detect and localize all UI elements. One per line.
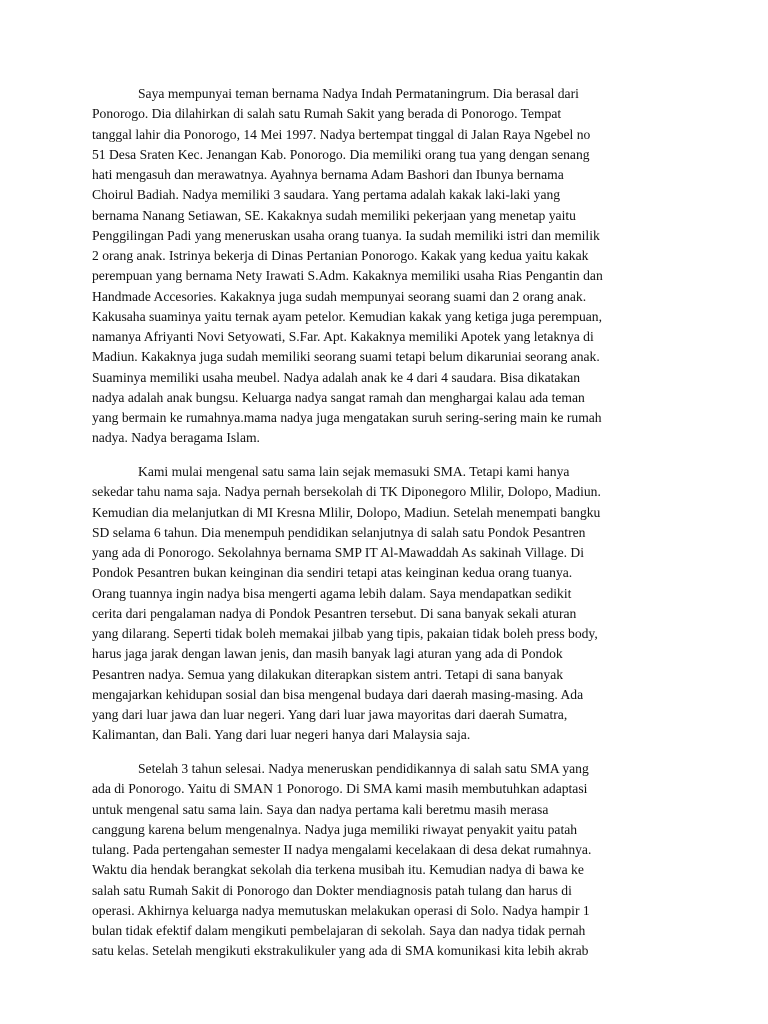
text-line: yang ada di Ponorogo. Sekolahnya bernama SMP IT Al-Mawaddah As sakinah Village. Di (92, 545, 585, 560)
text-line: harus jaga jarak dengan lawan jenis, dan masih banyak lagi aturan yang ada di Pondok (92, 646, 563, 662)
text-line: nadya. Nadya beragama Islam. (92, 430, 260, 446)
text-line: bernama Nanang Setiawan, SE. Kakaknya sudah memiliki pekerjaan yang menetap yaitu (92, 207, 576, 223)
text-line: SD selama 6 tahun. Dia menempuh pendidikan selanjutnya di salah satu Pondok Pesantren (92, 524, 586, 540)
paragraph-1 (92, 84, 678, 449)
text-line: Handmade Accesories. Kakaknya juga sudah mempunyai seorang suami dan 2 orang anak. (92, 288, 587, 304)
text-line: tanggal lahir dia Ponorogo, 14 Mei 1997. Nadya bertempat tinggal di Jalan Raya Ngebel no (92, 126, 591, 142)
text-line: Kami mulai mengenal satu sama lain sejak memasuki SMA. Tetapi kami hanya (138, 464, 570, 479)
text-line: yang bermain ke rumahnya.mama nadya juga mengatakan suruh sering-sering main ke rumah (92, 410, 602, 425)
text-line: mengajarkan kehidupan sosial dan bisa mengenal budaya dari daerah masing-masing. Ada (92, 686, 584, 702)
text-line: yang dilarang. Seperti tidak boleh memakai jilbab yang tipis, pakaian tidak boleh press body, (92, 626, 598, 641)
text-line: Suaminya memiliki usaha meubel. Nadya adalah anak ke 4 dari 4 saudara. Bisa dikatakan (92, 369, 581, 385)
text-line: 2 orang anak. Istrinya bekerja di Dinas Pertanian Ponorogo. Kakak yang kedua yaitu kakak (92, 248, 589, 263)
text-line: operasi. Akhirnya keluarga nadya memutuskan melakukan operasi di Solo. Nadya hampir 1 (92, 902, 590, 918)
text-line: nadya adalah anak bungsu. Keluarga nadya sangat ramah dan menghargai kalau ada teman (92, 389, 585, 405)
text-line: Saya mempunyai teman bernama Nadya Indah Permataningrum. Dia berasal dari (138, 86, 579, 101)
text-line: salah satu Rumah Sakit di Ponorogo dan Dokter mendiagnosis patah tulang dan harus di (92, 882, 572, 898)
text-line: ada di Ponorogo. Yaitu di SMAN 1 Ponorogo. Di SMA kami masih membutuhkan adaptasi (92, 781, 588, 797)
text-line: 51 Desa Sraten Kec. Jenangan Kab. Ponorogo. Dia memiliki orang tua yang dengan senang (92, 146, 590, 162)
text-line: Kemudian dia melanjutkan di MI Kresna Mlilir, Dolopo, Madiun. Setelah menempati bangku (92, 504, 601, 520)
text-line: canggung karena belum mengenalnya. Nadya juga memiliki riwayat penyakit yaitu patah (92, 821, 578, 837)
text-line: tulang. Pada pertengahan semester II nadya mengalami kecelakaan di desa dekat rumahnya. (92, 842, 592, 857)
text-line: Orang tuannya ingin nadya bisa mengerti agama lebih dalam. Saya mendapatkan sedikit (92, 585, 572, 601)
text-line: satu kelas. Setelah mengikuti ekstrakulikuler yang ada di SMA komunikasi kita lebih akrab (92, 943, 589, 959)
document-page (92, 84, 678, 975)
text-line: bulan tidak efektif dalam mengikuti pembelajaran di sekolah. Saya dan nadya tidak pernah (92, 923, 586, 938)
text-line: cerita dari pengalaman nadya di Pondok Pesantren tersebut. Di sana banyak sekali aturan (92, 605, 577, 621)
text-line: yang dari luar jawa dan luar negeri. Yang dari luar jawa mayoritas dari daerah Sumatra, (92, 707, 568, 722)
text-line: hati mengasuh dan merawatnya. Ayahnya bernama Adam Bashori dan Ibunya bernama (92, 167, 564, 182)
text-line: sekedar tahu nama saja. Nadya pernah bersekolah di TK Diponegoro Mlilir, Dolopo, Madiun. (92, 484, 601, 500)
text-line: namanya Afriyanti Novi Setyowati, S.Far. Apt. Kakaknya memiliki Apotek yang letaknya di (92, 329, 594, 344)
text-line: Setelah 3 tahun selesai. Nadya meneruskan pendidikannya di salah satu SMA yang (138, 761, 589, 776)
text-line: Choirul Badiah. Nadya memiliki 3 saudara. Yang pertama adalah kakak laki-laki yang (92, 187, 561, 203)
paragraph-3 (92, 759, 678, 962)
text-line: untuk mengenal satu sama lain. Saya dan nadya pertama kali beretmu masih merasa (92, 801, 549, 817)
paragraph-2 (92, 462, 678, 746)
text-line: perempuan yang bernama Nety Irawati S.Adm. Kakaknya memiliki usaha Rias Pengantin dan (92, 268, 603, 284)
text-line: Penggilingan Padi yang meneruskan usaha orang tuanya. Ia sudah memiliki istri dan memilik (92, 227, 600, 243)
text-line: Pondok Pesantren bukan keinginan dia sendiri tetapi atas keinginan kedua orang tuanya. (92, 565, 573, 581)
text-line: Pesantren nadya. Semua yang dilakukan diterapkan sistem antri. Tetapi di sana banyak (92, 666, 564, 682)
text-line: Waktu dia hendak berangkat sekolah dia terkena musibah itu. Kemudian nadya di bawa ke (92, 862, 584, 878)
text-line: Kakusaha suaminya yaitu ternak ayam petelor. Kemudian kakak yang ketiga juga perempuan, (92, 308, 602, 324)
text-line: Madiun. Kakaknya juga sudah memiliki seorang suami tetapi belum dikaruniai seorang anak. (92, 349, 600, 365)
text-line: Kalimantan, dan Bali. Yang dari luar negeri hanya dari Malaysia saja. (92, 727, 471, 743)
text-line: Ponorogo. Dia dilahirkan di salah satu Rumah Sakit yang berada di Ponorogo. Tempat (92, 106, 562, 122)
